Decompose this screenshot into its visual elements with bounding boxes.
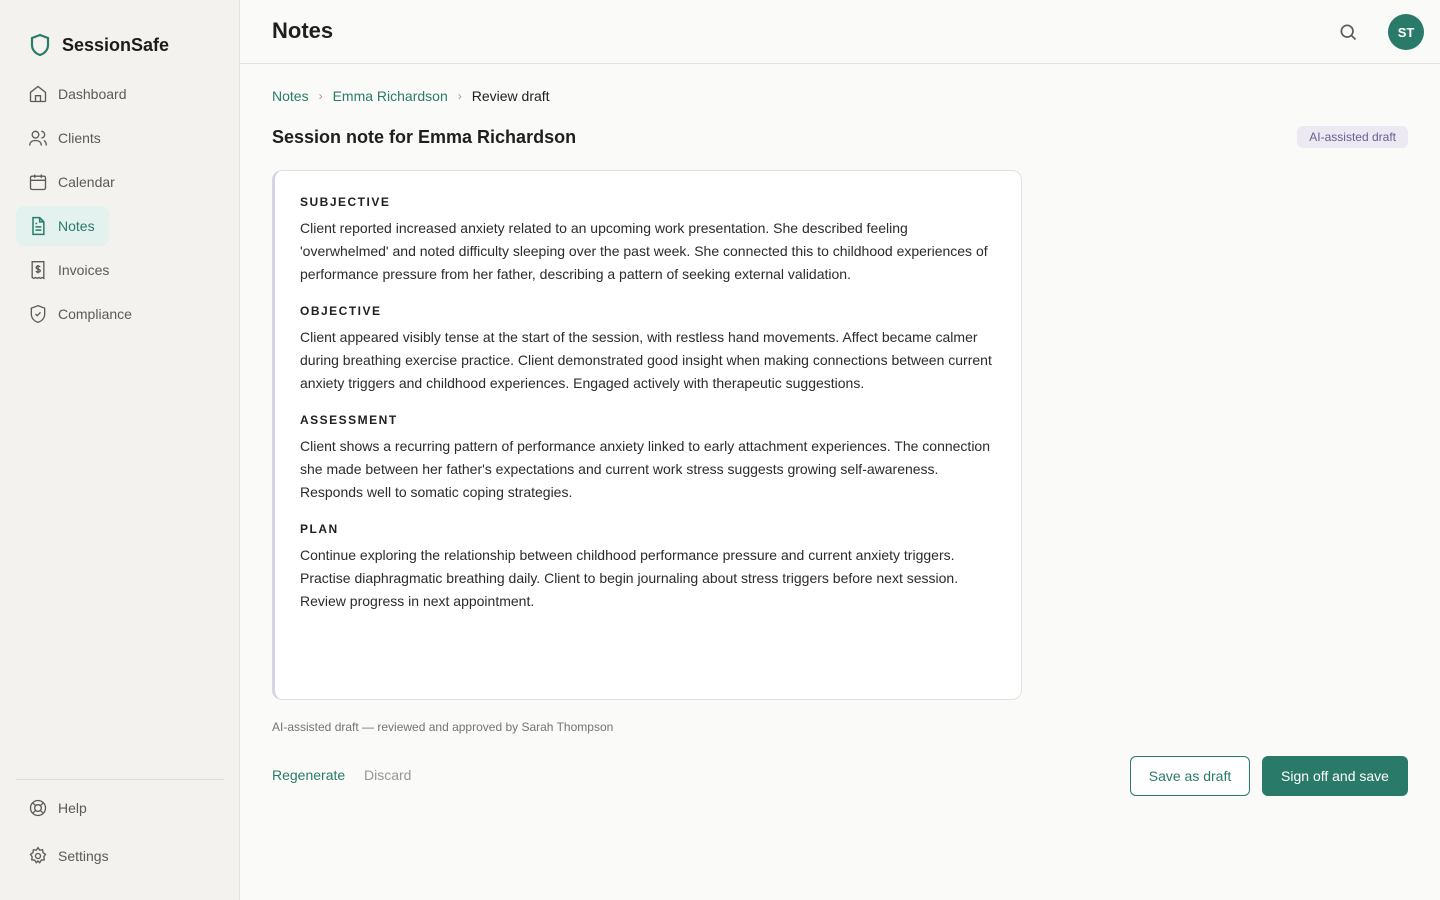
sidebar-item-label: Dashboard — [58, 86, 127, 102]
app-name: SessionSafe — [62, 34, 170, 55]
review-footnote: AI-assisted draft — reviewed and approved by Sarah Thompson — [272, 720, 614, 734]
sidebar-item-notes[interactable] — [16, 206, 109, 246]
sidebar-item-calendar[interactable] — [16, 162, 129, 202]
breadcrumb-current: Review draft — [471, 88, 550, 104]
sidebar-item-settings[interactable] — [16, 836, 123, 876]
sidebar-bottom — [16, 788, 123, 884]
gear-icon — [28, 846, 48, 866]
sidebar-item-compliance[interactable] — [16, 294, 146, 334]
sidebar-item-label: Compliance — [58, 306, 132, 322]
sidebar — [0, 0, 240, 900]
shield-logo-icon — [28, 33, 52, 57]
sidebar-item-label: Settings — [58, 848, 109, 864]
session-note-card[interactable] — [272, 170, 1022, 700]
section-text[interactable]: Client shows a recurring pattern of performance anxiety linked to early attachment experiences. The connection she made between her father's expectations and current work stress suggests growing self-awareness. Responds well to somatic coping strategies. — [300, 438, 990, 500]
brand[interactable] — [28, 33, 169, 57]
sidebar-item-clients[interactable] — [16, 118, 115, 158]
regenerate-button[interactable]: Regenerate — [272, 767, 346, 783]
calendar-icon — [28, 172, 48, 192]
breadcrumb-notes[interactable]: Notes — [272, 88, 309, 104]
sidebar-divider — [16, 779, 224, 780]
sidebar-nav — [16, 74, 224, 338]
section-subjective — [300, 195, 997, 286]
sidebar-item-label: Clients — [58, 130, 101, 146]
home-icon — [28, 84, 48, 104]
chevron-right-icon: › — [457, 89, 462, 103]
section-objective — [300, 304, 997, 395]
save-draft-button[interactable]: Save as draft — [1130, 756, 1250, 796]
section-text[interactable]: Continue exploring the relationship between childhood performance pressure and current anxiety triggers. Practise diaphragmatic breathing daily. Client to begin journaling about stress triggers before next session. Review progress in next appointment. — [300, 547, 959, 609]
page-title: Notes — [272, 18, 334, 43]
sidebar-item-invoices[interactable] — [16, 250, 123, 290]
sidebar-item-help[interactable] — [16, 788, 101, 828]
section-heading: SUBJECTIVE — [300, 195, 391, 209]
chevron-right-icon: › — [318, 89, 323, 103]
file-text-icon — [28, 216, 48, 236]
sidebar-item-label: Calendar — [58, 174, 115, 190]
lifebuoy-icon — [28, 798, 48, 818]
users-icon — [28, 128, 48, 148]
avatar[interactable]: ST — [1388, 14, 1424, 50]
sign-off-button[interactable]: Sign off and save — [1262, 756, 1408, 796]
sidebar-item-label: Invoices — [58, 262, 110, 278]
sidebar-item-dashboard[interactable] — [16, 74, 141, 114]
section-text[interactable]: Client appeared visibly tense at the start of the session, with restless hand movements. Affect became calmer during breathing exercise practice. Client demonstrated good insight when making connections between current anxiety triggers and childhood experiences. Engaged actively with therapeutic suggestions. — [300, 329, 992, 391]
shield-check-icon — [28, 304, 48, 324]
receipt-icon — [28, 260, 48, 280]
top-bar — [240, 0, 1440, 64]
ai-draft-badge: AI-assisted draft — [1297, 126, 1408, 148]
sidebar-item-label: Help — [58, 800, 87, 816]
section-assessment — [300, 413, 997, 504]
note-title: Session note for Emma Richardson — [272, 127, 577, 147]
section-heading: ASSESSMENT — [300, 413, 398, 427]
discard-button[interactable]: Discard — [364, 767, 412, 783]
sidebar-item-label: Notes — [58, 218, 95, 234]
section-text[interactable]: Client reported increased anxiety related to an upcoming work presentation. She described feeling 'overwhelmed' and noted difficulty sleeping over the past week. She connected this to childhood experiences of performance pressure from her father, describing a pattern of seeking external validation. — [300, 220, 988, 282]
section-heading: OBJECTIVE — [300, 304, 382, 318]
section-heading: PLAN — [300, 522, 339, 536]
breadcrumb — [272, 88, 550, 104]
breadcrumb-client[interactable]: Emma Richardson — [332, 88, 448, 104]
search-icon[interactable] — [1338, 22, 1358, 42]
section-plan — [300, 522, 997, 613]
